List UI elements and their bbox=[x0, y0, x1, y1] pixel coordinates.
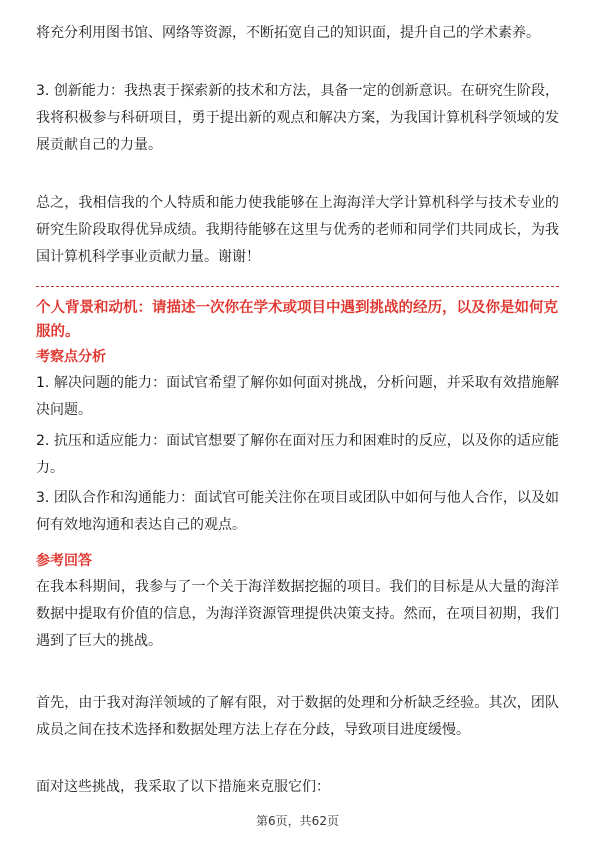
intro-tail-paragraph: 将充分利用图书馆、网络等资源，不断拓宽自己的知识面，提升自己的学术素养。 bbox=[36, 25, 540, 41]
answer-paragraph-3: 面对这些挑战，我采取了以下措施来克服它们： bbox=[36, 779, 330, 795]
page-number: 第6页，共62页 bbox=[256, 814, 339, 828]
question-title: 个人背景和动机：请描述一次你在学术或项目中遇到挑战的经历，以及你是如何克服的。 bbox=[36, 300, 558, 340]
analysis-heading: 考察点分析 bbox=[36, 349, 106, 365]
innovation-paragraph: 3. 创新能力：我热衷于探索新的技术和方法，具备一定的创新意识。在研究生阶段，我将积极参与科研项目，勇于提出新的观点和解决方案，为我国计算机科学领域的发展贡献自己的力量。 bbox=[36, 83, 559, 153]
answer-heading: 参考回答 bbox=[36, 553, 92, 569]
answer-paragraph-1: 在我本科期间，我参与了一个关于海洋数据挖掘的项目。我们的目标是从大量的海洋数据中提取有价值的信息，为海洋资源管理提供决策支持。然而，在项目初期，我们遇到了巨大的挑战。 bbox=[36, 579, 559, 649]
answer-paragraph-2: 首先，由于我对海洋领域的了解有限，对于数据的处理和分析缺乏经验。其次，团队成员之间在技术选择和数据处理方法上存在分歧，导致项目进度缓慢。 bbox=[36, 695, 559, 738]
analysis-item-3: 3. 团队合作和沟通能力：面试官可能关注你在项目或团队中如何与他人合作，以及如何有效地沟通和表达自己的观点。 bbox=[36, 490, 559, 533]
analysis-item-1: 1. 解决问题的能力：面试官希望了解你如何面对挑战，分析问题，并采取有效措施解决问题。 bbox=[36, 375, 559, 418]
analysis-item-2: 2. 抗压和适应能力：面试官想要了解你在面对压力和困难时的反应，以及你的适应能力。 bbox=[36, 433, 559, 476]
conclusion-paragraph: 总之，我相信我的个人特质和能力使我能够在上海海洋大学计算机科学与技术专业的研究生阶段取得优异成绩。我期待能够在这里与优秀的老师和同学们共同成长，为我国计算机科学事业贡献力量。谢谢！ bbox=[36, 195, 559, 265]
question-divider bbox=[36, 286, 559, 287]
